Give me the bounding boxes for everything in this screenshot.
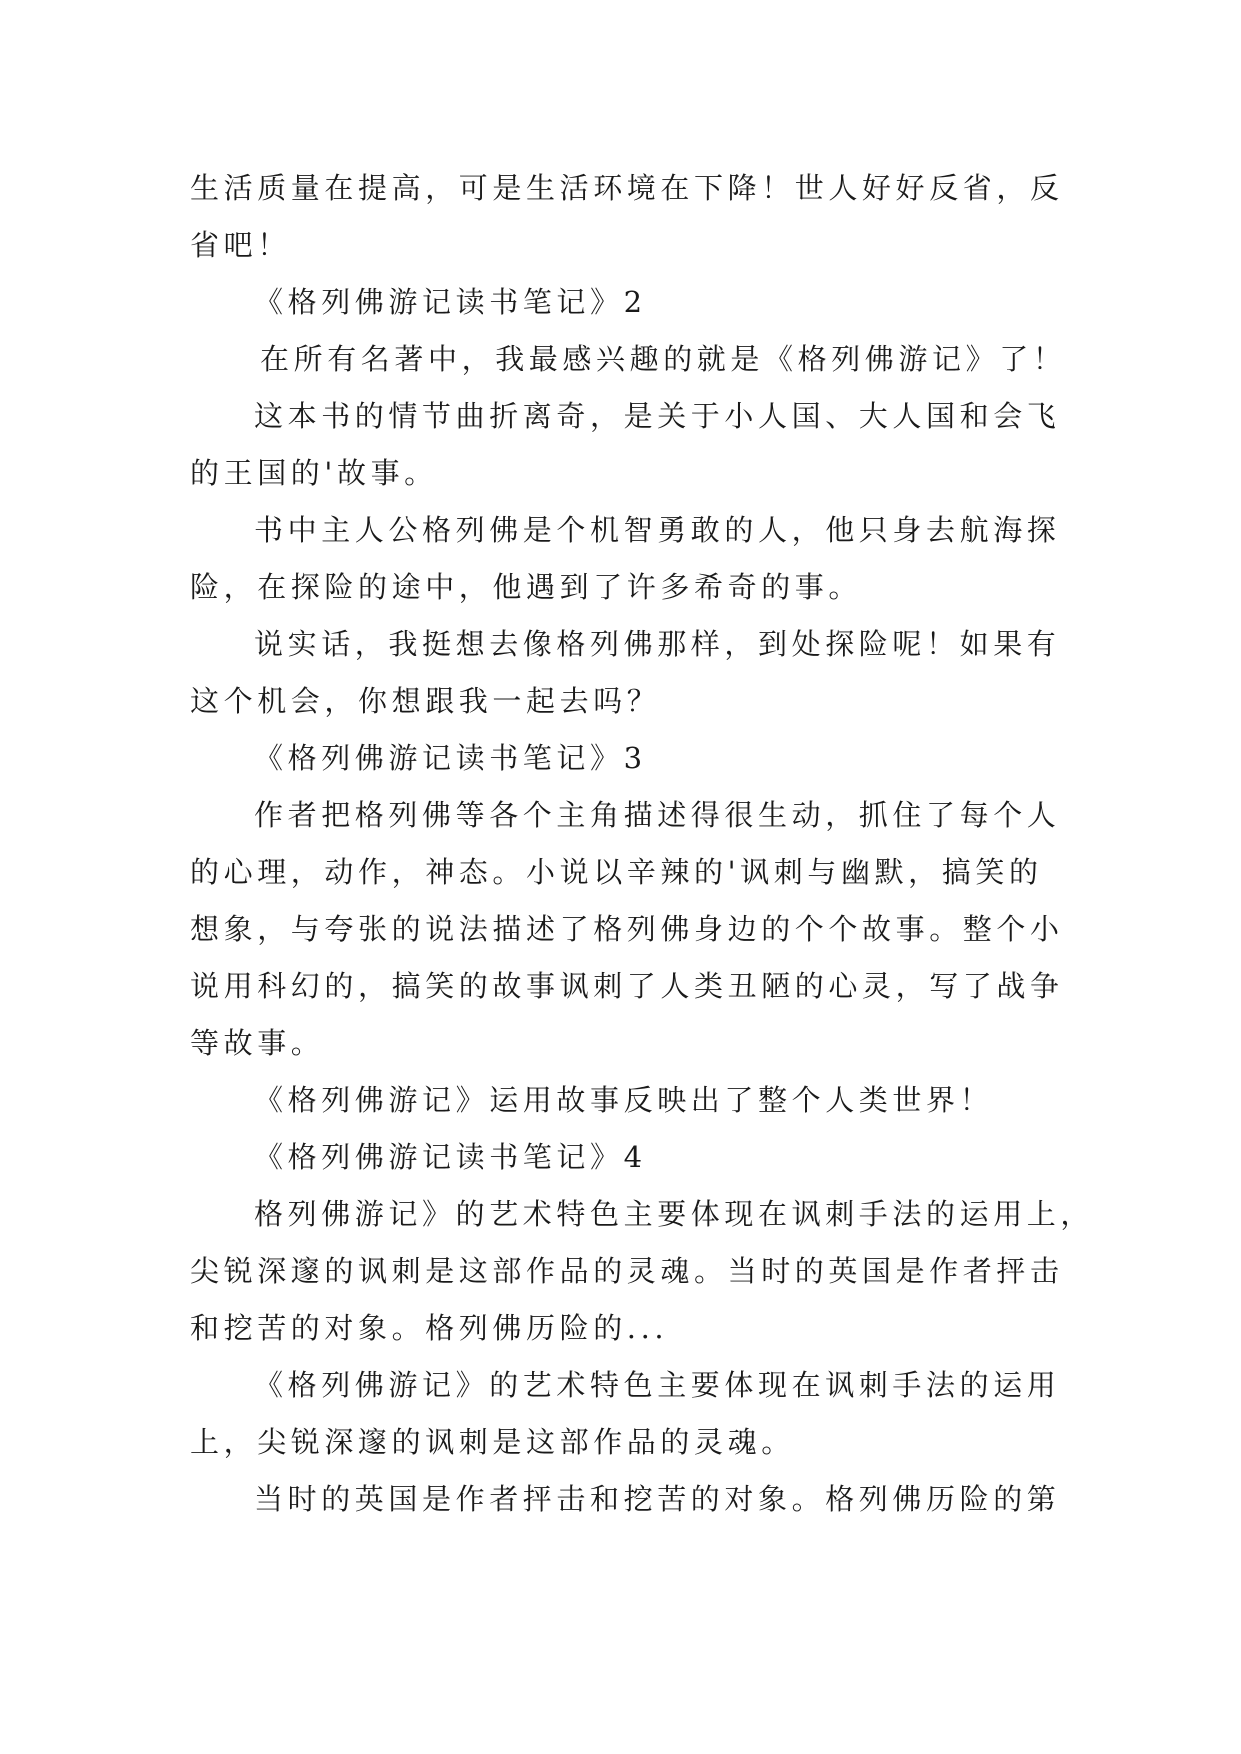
text-line: 说实话，我挺想去像格列佛那样，到处探险呢！如果有 bbox=[254, 627, 1061, 661]
text-line: 险，在探险的途中，他遇到了许多希奇的事。 bbox=[190, 570, 863, 604]
text-line: 格列佛游记》的艺术特色主要体现在讽刺手法的运用上， bbox=[254, 1197, 1095, 1231]
text-line: 尖锐深邃的讽刺是这部作品的灵魂。当时的英国是作者抨击 bbox=[190, 1254, 1064, 1288]
text-line: 这个机会，你想跟我一起去吗？ bbox=[190, 684, 661, 718]
text-line: 和挖苦的对象。格列佛历险的... bbox=[190, 1311, 669, 1345]
text-line: 的王国的'故事。 bbox=[190, 456, 438, 490]
text-line: 的心理，动作，神态。小说以辛辣的'讽刺与幽默，搞笑的 bbox=[190, 855, 1043, 889]
text-line: 这本书的情节曲折离奇，是关于小人国、大人国和会飞 bbox=[254, 399, 1061, 433]
section-heading: 《格列佛游记读书笔记》2 bbox=[254, 285, 647, 319]
text-line: 书中主人公格列佛是个机智勇敢的人，他只身去航海探 bbox=[254, 513, 1061, 547]
body-text bbox=[190, 160, 1095, 1528]
text-line: 《格列佛游记》的艺术特色主要体现在讽刺手法的运用 bbox=[254, 1368, 1061, 1402]
text-line: 省吧！ bbox=[190, 228, 291, 262]
text-line: 《格列佛游记》运用故事反映出了整个人类世界！ bbox=[254, 1083, 994, 1117]
text-line: 等故事。 bbox=[190, 1026, 325, 1060]
text-line: 作者把格列佛等各个主角描述得很生动，抓住了每个人 bbox=[254, 798, 1061, 832]
section-heading: 《格列佛游记读书笔记》3 bbox=[254, 741, 647, 775]
text-line: 当时的英国是作者抨击和挖苦的对象。格列佛历险的第 bbox=[254, 1482, 1061, 1516]
text-line: 想象，与夸张的说法描述了格列佛身边的个个故事。整个小 bbox=[190, 912, 1064, 946]
text-line: 说用科幻的，搞笑的故事讽刺了人类丑陋的心灵，写了战争 bbox=[190, 969, 1064, 1003]
text-line: 上，尖锐深邃的讽刺是这部作品的灵魂。 bbox=[190, 1425, 795, 1459]
section-heading: 《格列佛游记读书笔记》4 bbox=[254, 1140, 647, 1174]
text-line: 生活质量在提高，可是生活环境在下降！世人好好反省，反 bbox=[190, 171, 1064, 205]
text-line: 在所有名著中，我最感兴趣的就是《格列佛游记》了！ bbox=[260, 342, 1067, 376]
